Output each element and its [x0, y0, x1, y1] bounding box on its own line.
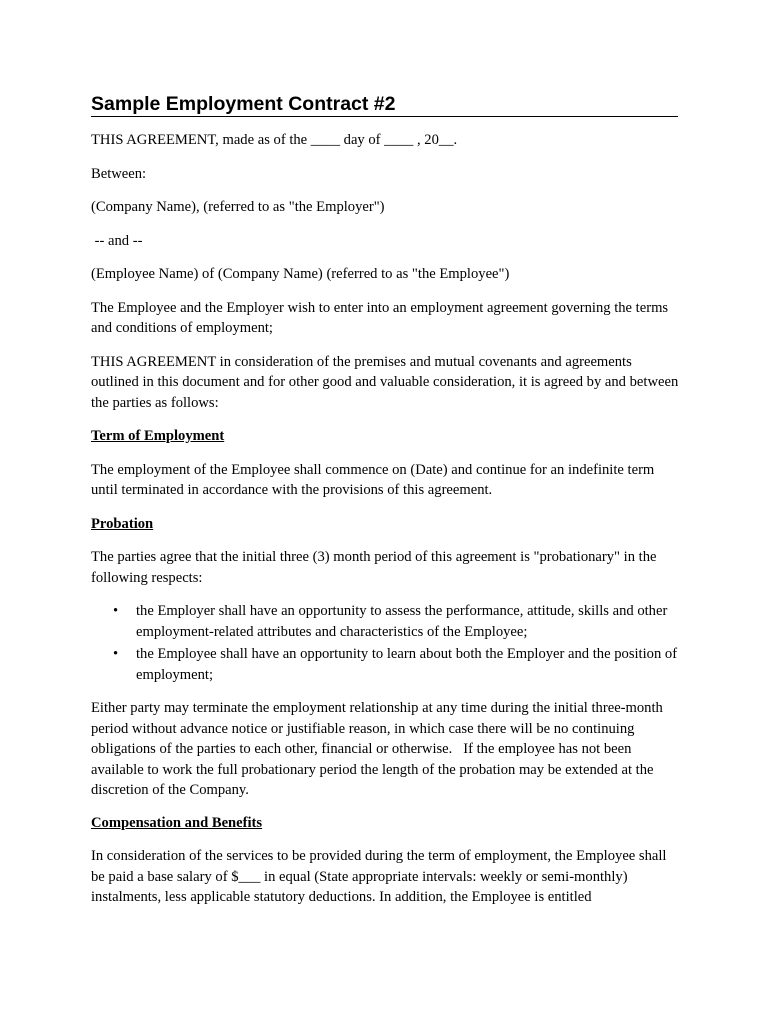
wish-paragraph: The Employee and the Employer wish to enter into an employment agreement governing the terms and conditions of employment;	[91, 299, 669, 336]
bullet-icon: •	[113, 603, 119, 619]
term-paragraph: The employment of the Employee shall commence on (Date) and continue for an indefinite term until terminated in accordance with the provisions of this agreement.	[91, 461, 655, 498]
probation-bullet-list	[91, 601, 679, 685]
list-item-text: the Employer shall have an opportunity to assess the performance, attitude, skills and other employment-related attributes and characteristics of the Employee;	[136, 603, 668, 640]
consideration-paragraph: THIS AGREEMENT in consideration of the premises and mutual covenants and agreements outlined in this document and for other good and valuable consideration, it is agreed by and between the parties as follows:	[91, 353, 679, 411]
document-page	[91, 92, 679, 921]
employer-line: (Company Name), (referred to as "the Employer")	[91, 199, 385, 215]
document-title: Sample Employment Contract #2	[91, 92, 678, 117]
employee-line: (Employee Name) of (Company Name) (referred to as "the Employee")	[91, 266, 510, 282]
bullet-icon: •	[113, 646, 119, 662]
list-item	[91, 601, 679, 642]
agreement-line: THIS AGREEMENT, made as of the ____ day of ____ , 20__.	[91, 132, 458, 148]
term-heading: Term of Employment	[91, 428, 225, 444]
probation-intro: The parties agree that the initial three (3) month period of this agreement is "probationary" in the following respects:	[91, 549, 657, 586]
and-separator: -- and --	[91, 232, 143, 249]
between-label: Between:	[91, 165, 147, 182]
compensation-heading: Compensation and Benefits	[91, 814, 263, 831]
list-item	[91, 644, 679, 685]
list-item-text: the Employee shall have an opportunity to learn about both the Employer and the position of employment;	[136, 646, 678, 683]
probation-heading: Probation	[91, 515, 154, 532]
probation-closing: Either party may terminate the employment relationship at any time during the initial three-month period without advance notice or justifiable reason, in which case there will be no continuing obligations of the parties to each other, financial or otherwise. If the employee has not been available to work the full probationary period the length of the probation may be extended at the discretion of the Company.	[91, 700, 667, 798]
compensation-paragraph: In consideration of the services to be provided during the term of employment, the Employee shall be paid a base salary of $___ in equal (State appropriate intervals: weekly or semi-monthly) instalments, less applicable statutory deductions. In addition, the Employee is entitled	[91, 848, 667, 905]
